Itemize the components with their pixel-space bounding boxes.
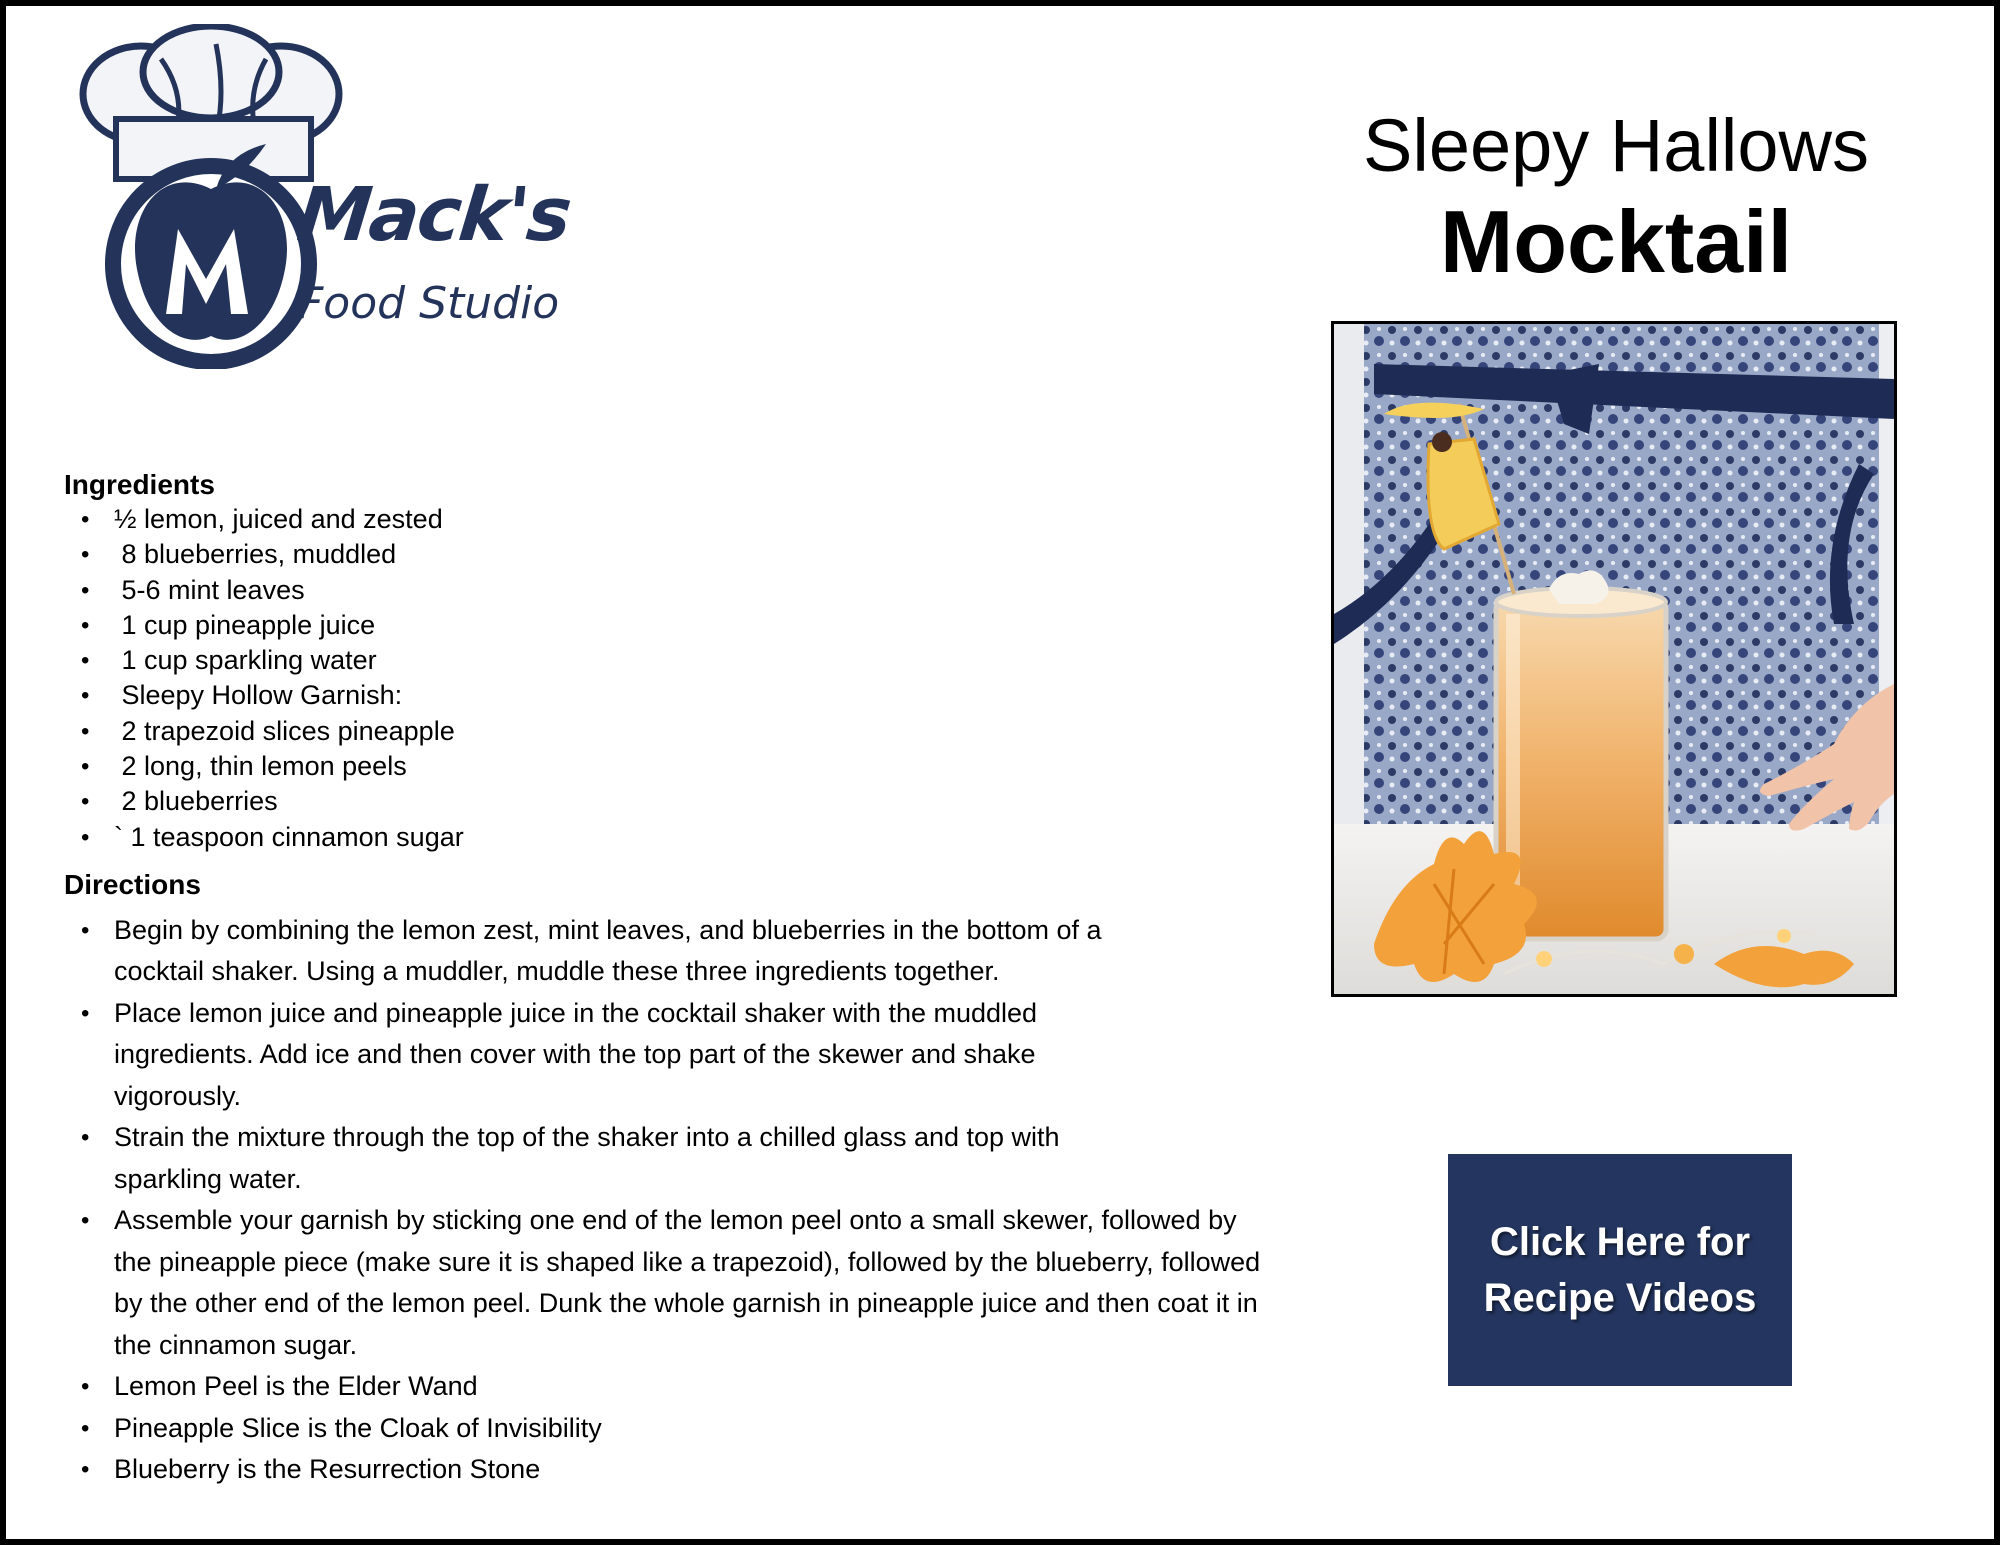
direction-step: • Assemble your garnish by sticking one end of the lemon peel onto a small skewer, followed by the pineapple piece (make sure it is shaped like a trapezoid), followed by the blueberry, followed by the other end of the lemon peel. Dunk the whole garnish in pineapple juice and then coat it in the cinnamon sugar.: [64, 1200, 1274, 1366]
ingredient-item: • 2 trapezoid slices pineapple: [64, 714, 1224, 749]
recipe-videos-button-line-1: Click Here for: [1489, 1220, 1751, 1264]
recipe-body: [64, 468, 1261, 1491]
ingredient-item: • 8 blueberries, muddled: [64, 537, 1224, 572]
recipe-title-line-2: Mocktail: [1439, 192, 1793, 291]
direction-step: • Lemon Peel is the Elder Wand: [64, 1366, 1224, 1408]
ingredient-item: • 2 long, thin lemon peels: [64, 749, 1224, 784]
brand-logo: [66, 24, 574, 374]
ingredient-item: • ½ lemon, juiced and zested: [64, 502, 1224, 537]
recipe-videos-button[interactable]: [1448, 1154, 1792, 1386]
directions-heading: Directions: [64, 868, 201, 900]
ingredient-item: • ` 1 teaspoon cinnamon sugar: [64, 820, 1224, 855]
recipe-videos-button-line-2: Recipe Videos: [1483, 1276, 1757, 1320]
ingredient-item: • 1 cup sparkling water: [64, 643, 1224, 678]
ingredient-item: • Sleepy Hollow Garnish:: [64, 678, 1224, 713]
direction-step: • Begin by combining the lemon zest, mint leaves, and blueberries in the bottom of a cocktail shaker. Using a muddler, muddle these three ingredients together.: [64, 910, 1154, 993]
ingredient-item: • 1 cup pineapple juice: [64, 608, 1224, 643]
direction-step: • Pineapple Slice is the Cloak of Invisibility: [64, 1408, 1224, 1450]
recipe-title-line-1: Sleepy Hallows: [1363, 104, 1869, 187]
logo-subtitle: Food Studio: [298, 278, 560, 329]
direction-step: • Blueberry is the Resurrection Stone: [64, 1449, 1224, 1491]
direction-step: • Strain the mixture through the top of the shaker into a chilled glass and top with sparkling water.: [64, 1117, 1154, 1200]
direction-step: • Place lemon juice and pineapple juice in the cocktail shaker with the muddled ingredients. Add ice and then cover with the top part of the skewer and shake vigorously.: [64, 993, 1154, 1118]
ingredients-heading: Ingredients: [64, 469, 215, 500]
ingredient-item: • 5-6 mint leaves: [64, 573, 1224, 608]
mocktail-image: [1334, 324, 1894, 994]
directions-list: [64, 910, 1261, 1491]
mocktail-photo: [1331, 321, 1897, 997]
ingredient-item: • 2 blueberries: [64, 784, 1224, 819]
logo-wordmark: Mack's: [293, 172, 574, 258]
ingredients-list: [64, 502, 1224, 855]
